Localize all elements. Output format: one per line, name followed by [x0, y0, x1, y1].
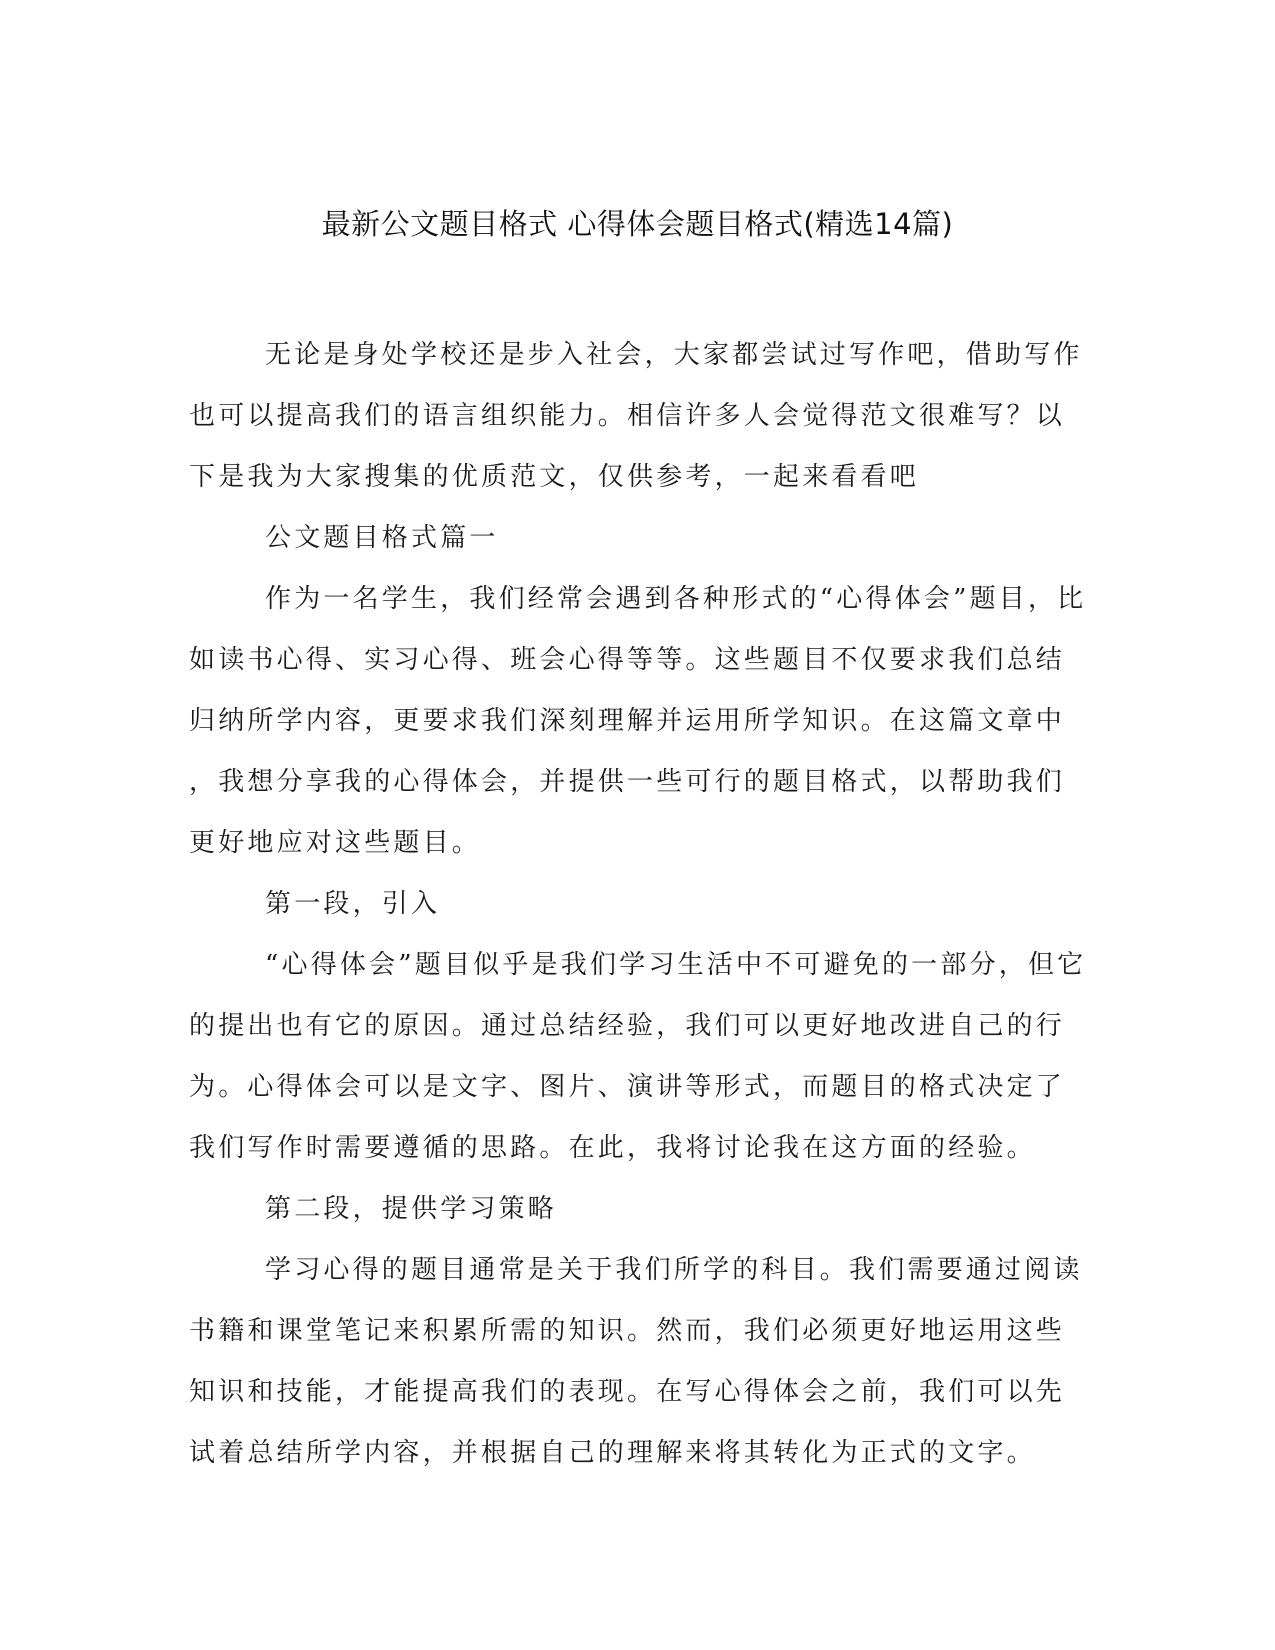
paragraph-line: 的提出也有它的原因。通过总结经验，我们可以更好地改进自己的行: [189, 1011, 1066, 1041]
paragraph-line: 为。心得体会可以是文字、图片、演讲等形式，而题目的格式决定了: [189, 1072, 1066, 1102]
paragraph-line: 试着总结所学内容，并根据自己的理解来将其转化为正式的文字。: [189, 1438, 1036, 1468]
document-title: 最新公文题目格式 心得体会题目格式(精选14篇): [321, 207, 954, 241]
paragraph-line: 归纳所学内容，更要求我们深刻理解并运用所学知识。在这篇文章中: [189, 706, 1066, 736]
paragraph-line: 下是我为大家搜集的优质范文，仅供参考，一起来看看吧: [189, 462, 920, 492]
paragraph-start-line: 公文题目格式篇一: [265, 523, 499, 553]
paragraph-start-line: 无论是身处学校还是步入社会，大家都尝试过写作吧，借助写作: [265, 340, 1083, 370]
paragraph-line: 也可以提高我们的语言组织能力。相信许多人会觉得范文很难写？以: [189, 401, 1066, 431]
paragraph-line: ，我想分享我的心得体会，并提供一些可行的题目格式，以帮助我们: [189, 767, 1066, 797]
paragraph-start-line: 学习心得的题目通常是关于我们所学的科目。我们需要通过阅读: [265, 1255, 1083, 1285]
paragraph-start-line: 作为一名学生，我们经常会遇到各种形式的“心得体会”题目，比: [265, 584, 1087, 614]
paragraph-start-line: 第二段，提供学习策略: [265, 1194, 558, 1224]
paragraph-start-line: “心得体会”题目似乎是我们学习生活中不可避免的一部分，但它: [265, 950, 1087, 980]
paragraph-line: 更好地应对这些题目。: [189, 828, 482, 858]
paragraph-line: 书籍和课堂笔记来积累所需的知识。然而，我们必须更好地运用这些: [189, 1316, 1066, 1346]
paragraph-start-line: 第一段，引入: [265, 889, 441, 919]
paragraph-line: 如读书心得、实习心得、班会心得等等。这些题目不仅要求我们总结: [189, 645, 1066, 675]
paragraph-line: 知识和技能，才能提高我们的表现。在写心得体会之前，我们可以先: [189, 1377, 1066, 1407]
document-body: [189, 325, 1087, 1484]
paragraph-line: 我们写作时需要遵循的思路。在此，我将讨论我在这方面的经验。: [189, 1133, 1036, 1163]
